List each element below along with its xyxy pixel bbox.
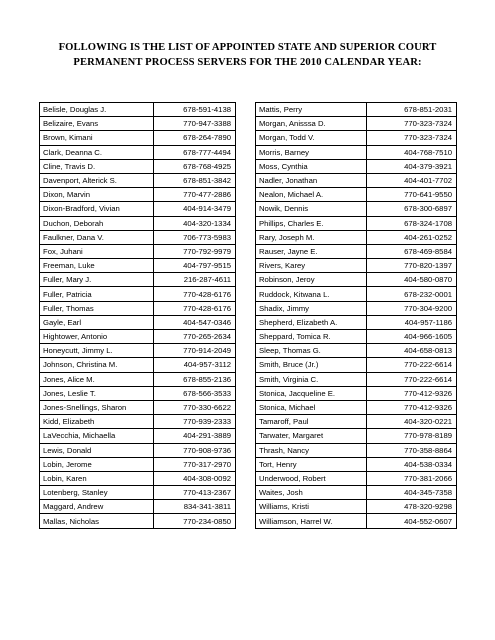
table-row xyxy=(256,159,457,173)
table-row xyxy=(256,315,457,329)
table-row xyxy=(256,145,457,159)
table-row xyxy=(40,117,236,131)
table-row xyxy=(256,173,457,187)
server-phone-cell: 770-222-6614 xyxy=(367,372,457,386)
server-phone-cell: 770-222-6614 xyxy=(367,358,457,372)
server-phone-cell: 678-469-8584 xyxy=(367,244,457,258)
server-name-cell: Rauser, Jayne E. xyxy=(256,244,367,258)
server-phone-cell: 678-591-4138 xyxy=(154,103,236,117)
server-phone-cell: 770-792-9979 xyxy=(154,244,236,258)
table-row xyxy=(256,117,457,131)
server-phone-cell: 404-768-7510 xyxy=(367,145,457,159)
server-phone-cell: 770-908-9736 xyxy=(154,443,236,457)
table-row xyxy=(40,173,236,187)
table-row xyxy=(40,500,236,514)
server-name-cell: Honeycutt, Jimmy L. xyxy=(40,344,154,358)
server-name-cell: Moss, Cynthia xyxy=(256,159,367,173)
server-phone-cell: 404-320-0221 xyxy=(367,415,457,429)
server-name-cell: Sleep, Thomas G. xyxy=(256,344,367,358)
table-row xyxy=(256,500,457,514)
server-phone-cell: 770-641-9550 xyxy=(367,188,457,202)
table-row xyxy=(256,415,457,429)
server-phone-cell: 770-304-9200 xyxy=(367,301,457,315)
table-row xyxy=(40,188,236,202)
heading-line-2: PERMANENT PROCESS SERVERS FOR THE 2010 CALENDAR YEAR: xyxy=(73,57,422,68)
server-phone-cell: 834-341-3811 xyxy=(154,500,236,514)
server-name-cell: Duchon, Deborah xyxy=(40,216,154,230)
table-row xyxy=(40,244,236,258)
server-name-cell: Phillips, Charles E. xyxy=(256,216,367,230)
server-phone-cell: 404-966-1605 xyxy=(367,330,457,344)
server-phone-cell: 404-547-0346 xyxy=(154,315,236,329)
server-phone-cell: 678-324-1708 xyxy=(367,216,457,230)
server-name-cell: Shepherd, Elizabeth A. xyxy=(256,315,367,329)
table-row xyxy=(40,344,236,358)
server-name-cell: Clark, Deanna C. xyxy=(40,145,154,159)
table-row xyxy=(256,443,457,457)
server-phone-cell: 404-552-0607 xyxy=(367,514,457,528)
server-name-cell: Shadix, Jimmy xyxy=(256,301,367,315)
server-name-cell: Lewis, Donald xyxy=(40,443,154,457)
server-name-cell: Tamaroff, Paul xyxy=(256,415,367,429)
server-name-cell: Morris, Barney xyxy=(256,145,367,159)
server-phone-cell: 770-428-6176 xyxy=(154,287,236,301)
server-name-cell: Fuller, Mary J. xyxy=(40,273,154,287)
table-row xyxy=(256,273,457,287)
server-name-cell: Fuller, Patricia xyxy=(40,287,154,301)
table-row xyxy=(40,103,236,117)
server-phone-cell: 770-234-0850 xyxy=(154,514,236,528)
table-row xyxy=(256,514,457,528)
table-row xyxy=(40,301,236,315)
server-name-cell: Nadler, Jonathan xyxy=(256,173,367,187)
server-name-cell: Belisle, Douglas J. xyxy=(40,103,154,117)
server-phone-cell: 770-317-2970 xyxy=(154,457,236,471)
table-row xyxy=(40,386,236,400)
server-phone-cell: 678-566-3533 xyxy=(154,386,236,400)
server-name-cell: Johnson, Christina M. xyxy=(40,358,154,372)
server-name-cell: Freeman, Luke xyxy=(40,259,154,273)
server-phone-cell: 478-320-9298 xyxy=(367,500,457,514)
server-phone-cell: 404-580-0870 xyxy=(367,273,457,287)
server-phone-cell: 770-265-2634 xyxy=(154,330,236,344)
server-name-cell: Gayle, Earl xyxy=(40,315,154,329)
table-row xyxy=(256,457,457,471)
server-phone-cell: 404-957-3112 xyxy=(154,358,236,372)
server-name-cell: Tort, Henry xyxy=(256,457,367,471)
table-row xyxy=(256,244,457,258)
table-row xyxy=(256,471,457,485)
heading-line-1: FOLLOWING IS THE LIST OF APPOINTED STATE AND SUPERIOR COURT xyxy=(58,42,437,53)
server-name-cell: Davenport, Alterick S. xyxy=(40,173,154,187)
table-row xyxy=(40,457,236,471)
table-row xyxy=(40,131,236,145)
document-heading xyxy=(20,40,475,70)
table-row xyxy=(256,344,457,358)
server-phone-cell: 770-820-1397 xyxy=(367,259,457,273)
server-name-cell: Nealon, Michael A. xyxy=(256,188,367,202)
server-phone-cell: 404-379-3921 xyxy=(367,159,457,173)
server-name-cell: Jones, Leslie T. xyxy=(40,386,154,400)
table-row xyxy=(40,259,236,273)
table-row xyxy=(256,188,457,202)
server-phone-cell: 404-797-9515 xyxy=(154,259,236,273)
table-row xyxy=(40,471,236,485)
server-name-cell: Waites, Josh xyxy=(256,486,367,500)
server-name-cell: Fox, Juhani xyxy=(40,244,154,258)
server-phone-cell: 770-412-9326 xyxy=(367,386,457,400)
server-phone-cell: 678-851-3842 xyxy=(154,173,236,187)
server-phone-cell: 404-320-1334 xyxy=(154,216,236,230)
server-name-cell: Lotenberg, Stanley xyxy=(40,486,154,500)
server-phone-cell: 678-300-6897 xyxy=(367,202,457,216)
server-name-cell: Stonica, Michael xyxy=(256,400,367,414)
server-phone-cell: 678-768-4925 xyxy=(154,159,236,173)
table-row xyxy=(256,202,457,216)
server-phone-cell: 770-413-2367 xyxy=(154,486,236,500)
table-row xyxy=(40,230,236,244)
server-name-cell: Smith, Virginia C. xyxy=(256,372,367,386)
server-name-cell: Williamson, Harrel W. xyxy=(256,514,367,528)
server-phone-cell: 404-291-3889 xyxy=(154,429,236,443)
server-phone-cell: 770-978-8189 xyxy=(367,429,457,443)
server-name-cell: Nowik, Dennis xyxy=(256,202,367,216)
server-name-cell: Rivers, Karey xyxy=(256,259,367,273)
table-row xyxy=(256,216,457,230)
server-phone-cell: 770-914-2049 xyxy=(154,344,236,358)
server-phone-cell: 404-261-0252 xyxy=(367,230,457,244)
server-name-cell: Tarwater, Margaret xyxy=(256,429,367,443)
server-name-cell: Underwood, Robert xyxy=(256,471,367,485)
server-name-cell: Maggard, Andrew xyxy=(40,500,154,514)
server-phone-cell: 678-851-2031 xyxy=(367,103,457,117)
server-name-cell: Thrash, Nancy xyxy=(256,443,367,457)
server-name-cell: Mattis, Perry xyxy=(256,103,367,117)
server-phone-cell: 678-264-7890 xyxy=(154,131,236,145)
table-row xyxy=(40,145,236,159)
server-name-cell: Cline, Travis D. xyxy=(40,159,154,173)
table-row xyxy=(256,429,457,443)
server-name-cell: LaVecchia, Michaella xyxy=(40,429,154,443)
server-phone-cell: 770-947-3388 xyxy=(154,117,236,131)
table-row xyxy=(256,358,457,372)
server-name-cell: Lobin, Karen xyxy=(40,471,154,485)
server-name-cell: Jones-Snellings, Sharon xyxy=(40,400,154,414)
table-row xyxy=(40,486,236,500)
table-row xyxy=(40,400,236,414)
server-phone-cell: 770-358-8864 xyxy=(367,443,457,457)
server-name-cell: Morgan, Anisssa D. xyxy=(256,117,367,131)
table-row xyxy=(40,287,236,301)
server-phone-cell: 770-330-6622 xyxy=(154,400,236,414)
server-name-cell: Mallas, Nicholas xyxy=(40,514,154,528)
server-phone-cell: 404-401-7702 xyxy=(367,173,457,187)
table-row xyxy=(40,315,236,329)
table-row xyxy=(256,131,457,145)
table-row xyxy=(256,259,457,273)
server-phone-cell: 770-412-9326 xyxy=(367,400,457,414)
table-row xyxy=(40,372,236,386)
servers-table-right xyxy=(255,102,457,529)
server-phone-cell: 404-308-0092 xyxy=(154,471,236,485)
server-name-cell: Brown, Kimani xyxy=(40,131,154,145)
table-row xyxy=(40,443,236,457)
server-name-cell: Jones, Alice M. xyxy=(40,372,154,386)
server-phone-cell: 678-777-4494 xyxy=(154,145,236,159)
server-name-cell: Dixon, Marvin xyxy=(40,188,154,202)
server-phone-cell: 770-323-7324 xyxy=(367,117,457,131)
table-row xyxy=(40,330,236,344)
server-name-cell: Sheppard, Tomica R. xyxy=(256,330,367,344)
server-name-cell: Dixon-Bradford, Vivian xyxy=(40,202,154,216)
server-phone-cell: 404-538-0334 xyxy=(367,457,457,471)
server-phone-cell: 770-381-2066 xyxy=(367,471,457,485)
table-row xyxy=(40,358,236,372)
table-row xyxy=(256,330,457,344)
server-phone-cell: 770-939-2333 xyxy=(154,415,236,429)
server-name-cell: Belizaire, Evans xyxy=(40,117,154,131)
table-row xyxy=(40,273,236,287)
server-name-cell: Rary, Joseph M. xyxy=(256,230,367,244)
servers-table-left xyxy=(39,102,236,529)
server-name-cell: Fuller, Thomas xyxy=(40,301,154,315)
server-phone-cell: 404-658-0813 xyxy=(367,344,457,358)
server-name-cell: Faulkner, Dana V. xyxy=(40,230,154,244)
server-phone-cell: 404-914-3479 xyxy=(154,202,236,216)
server-name-cell: Smith, Bruce (Jr.) xyxy=(256,358,367,372)
server-phone-cell: 678-232-0001 xyxy=(367,287,457,301)
table-row xyxy=(256,230,457,244)
table-row xyxy=(256,400,457,414)
table-row xyxy=(40,202,236,216)
server-name-cell: Robinson, Jeroy xyxy=(256,273,367,287)
table-row xyxy=(40,216,236,230)
table-row xyxy=(40,415,236,429)
table-row xyxy=(40,514,236,528)
server-phone-cell: 770-428-6176 xyxy=(154,301,236,315)
server-name-cell: Kidd, Elizabeth xyxy=(40,415,154,429)
server-name-cell: Morgan, Todd V. xyxy=(256,131,367,145)
server-name-cell: Ruddock, Kitwana L. xyxy=(256,287,367,301)
table-row xyxy=(256,386,457,400)
server-name-cell: Williams, Kristi xyxy=(256,500,367,514)
table-row xyxy=(40,429,236,443)
server-name-cell: Stonica, Jacqueline E. xyxy=(256,386,367,400)
table-row xyxy=(256,372,457,386)
table-row xyxy=(256,486,457,500)
server-phone-cell: 706-773-5983 xyxy=(154,230,236,244)
server-name-cell: Lobin, Jerome xyxy=(40,457,154,471)
table-row xyxy=(256,287,457,301)
table-row xyxy=(40,159,236,173)
server-phone-cell: 216-287-4611 xyxy=(154,273,236,287)
server-phone-cell: 770-477-2886 xyxy=(154,188,236,202)
table-row xyxy=(256,301,457,315)
server-name-cell: Hightower, Antonio xyxy=(40,330,154,344)
server-phone-cell: 770-323-7324 xyxy=(367,131,457,145)
table-row xyxy=(256,103,457,117)
server-phone-cell: 404-345-7358 xyxy=(367,486,457,500)
server-phone-cell: 404-957-1186 xyxy=(367,315,457,329)
server-phone-cell: 678-855-2136 xyxy=(154,372,236,386)
